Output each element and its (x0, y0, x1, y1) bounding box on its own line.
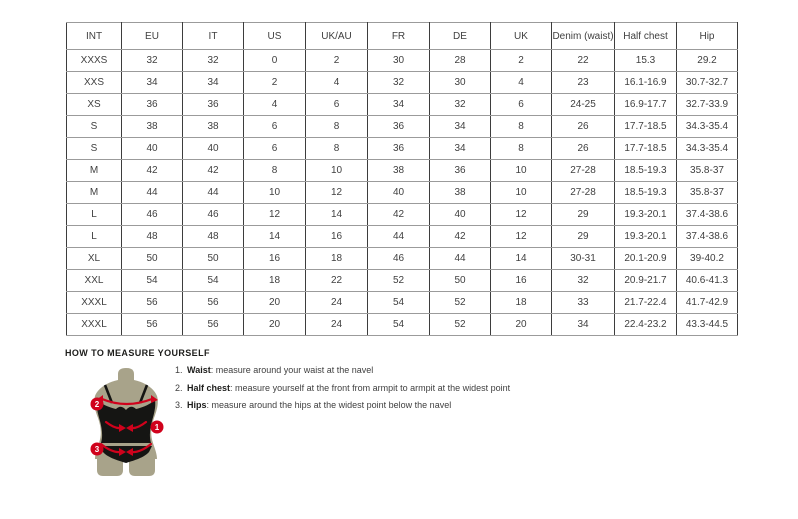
table-cell: 22 (552, 50, 615, 72)
table-cell: 18.5-19.3 (615, 160, 677, 182)
column-header: DE (430, 23, 491, 50)
table-cell: 10 (491, 160, 552, 182)
column-header: Denim (waist) (552, 23, 615, 50)
table-cell: 16 (244, 248, 306, 270)
table-cell: 52 (368, 270, 430, 292)
measure-steps-list (175, 366, 510, 419)
table-cell: 8 (491, 138, 552, 160)
table-cell: 34 (183, 72, 244, 94)
table-cell: 56 (183, 314, 244, 336)
table-cell: 18 (306, 248, 368, 270)
table-cell: 46 (183, 204, 244, 226)
table-cell: 16 (491, 270, 552, 292)
table-cell: XXS (67, 72, 122, 94)
table-cell: XXXS (67, 50, 122, 72)
table-cell: XXL (67, 270, 122, 292)
table-cell: 12 (491, 204, 552, 226)
table-cell: 34 (430, 138, 491, 160)
table-cell: 23 (552, 72, 615, 94)
table-cell: 38 (368, 160, 430, 182)
table-cell: 40 (122, 138, 183, 160)
column-header: FR (368, 23, 430, 50)
table-cell: 50 (122, 248, 183, 270)
table-cell: 28 (430, 50, 491, 72)
table-cell: S (67, 116, 122, 138)
table-cell: 48 (183, 226, 244, 248)
table-cell: 6 (244, 116, 306, 138)
table-cell: 43.3-44.5 (677, 314, 738, 336)
table-cell: 33 (552, 292, 615, 314)
column-header: Hip (677, 23, 738, 50)
table-cell: 38 (183, 116, 244, 138)
svg-text:1: 1 (154, 423, 160, 432)
table-cell: 50 (430, 270, 491, 292)
table-cell: 36 (368, 138, 430, 160)
table-cell: 40 (368, 182, 430, 204)
table-cell: 14 (491, 248, 552, 270)
table-cell: 12 (306, 182, 368, 204)
table-cell: 8 (306, 138, 368, 160)
table-cell: 21.7-22.4 (615, 292, 677, 314)
table-cell: 30.7-32.7 (677, 72, 738, 94)
column-header: UK/AU (306, 23, 368, 50)
table-cell: 10 (306, 160, 368, 182)
table-cell: 20 (244, 314, 306, 336)
table-row (67, 160, 738, 182)
table-cell: 14 (244, 226, 306, 248)
table-cell: 24 (306, 292, 368, 314)
table-cell: 40 (183, 138, 244, 160)
step-label: Waist (187, 365, 211, 375)
table-cell: 20 (491, 314, 552, 336)
table-cell: 4 (244, 94, 306, 116)
table-cell: 34 (368, 94, 430, 116)
table-cell: 44 (183, 182, 244, 204)
table-cell: 32 (552, 270, 615, 292)
table-cell: 2 (306, 50, 368, 72)
table-cell: 35.8-37 (677, 160, 738, 182)
table-cell: 18 (491, 292, 552, 314)
table-row (67, 270, 738, 292)
measure-section-title: HOW TO MEASURE YOURSELF (65, 348, 210, 358)
table-cell: 46 (368, 248, 430, 270)
table-cell: 0 (244, 50, 306, 72)
step-number: 3. (175, 400, 183, 410)
table-cell: XS (67, 94, 122, 116)
table-cell: 27-28 (552, 160, 615, 182)
table-cell: 30 (368, 50, 430, 72)
table-cell: 38 (430, 182, 491, 204)
table-cell: XL (67, 248, 122, 270)
table-cell: L (67, 204, 122, 226)
table-cell: 54 (368, 292, 430, 314)
table-cell: 26 (552, 138, 615, 160)
step-text: : measure yourself at the front from armpit to armpit at the widest point (230, 382, 511, 393)
table-cell: 22.4-23.2 (615, 314, 677, 336)
table-cell: 17.7-18.5 (615, 138, 677, 160)
table-cell: 8 (306, 116, 368, 138)
table-cell: 50 (183, 248, 244, 270)
table-cell: XXXL (67, 292, 122, 314)
step-text: : measure around your waist at the navel (210, 365, 374, 375)
table-cell: 24 (306, 314, 368, 336)
table-cell: 34.3-35.4 (677, 116, 738, 138)
table-cell: 4 (306, 72, 368, 94)
table-cell: 32 (368, 72, 430, 94)
column-header: IT (183, 23, 244, 50)
table-cell: 48 (122, 226, 183, 248)
column-header: EU (122, 23, 183, 50)
table-cell: 29 (552, 204, 615, 226)
table-cell: 36 (430, 160, 491, 182)
table-cell: 29 (552, 226, 615, 248)
table-cell: 44 (430, 248, 491, 270)
step-number: 2. (175, 382, 183, 393)
table-cell: 19.3-20.1 (615, 204, 677, 226)
table-row (67, 204, 738, 226)
table-cell: 54 (122, 270, 183, 292)
table-cell: 52 (430, 292, 491, 314)
table-row (67, 314, 738, 336)
table-row (67, 292, 738, 314)
table-cell: 34 (552, 314, 615, 336)
table-cell: 12 (491, 226, 552, 248)
table-row (67, 226, 738, 248)
table-cell: 30 (430, 72, 491, 94)
table-cell: 39-40.2 (677, 248, 738, 270)
table-cell: 16 (306, 226, 368, 248)
table-cell: 42 (122, 160, 183, 182)
table-cell: L (67, 226, 122, 248)
table-cell: 15.3 (615, 50, 677, 72)
table-cell: 40.6-41.3 (677, 270, 738, 292)
step-label: Half chest (187, 382, 231, 393)
table-cell: 6 (244, 138, 306, 160)
table-cell: XXXL (67, 314, 122, 336)
table-cell: 19.3-20.1 (615, 226, 677, 248)
table-cell: 27-28 (552, 182, 615, 204)
svg-text:3: 3 (94, 445, 100, 454)
table-cell: 8 (491, 116, 552, 138)
table-cell: 37.4-38.6 (677, 204, 738, 226)
size-chart-section (66, 22, 737, 336)
table-cell: 38 (122, 116, 183, 138)
table-cell: 20.1-20.9 (615, 248, 677, 270)
step-text: : measure around the hips at the widest point below the navel (206, 400, 452, 410)
table-cell: 8 (244, 160, 306, 182)
table-cell: 6 (306, 94, 368, 116)
table-cell: 14 (306, 204, 368, 226)
measure-step-hips (175, 401, 510, 410)
table-cell: 10 (491, 182, 552, 204)
table-cell: 29.2 (677, 50, 738, 72)
table-cell: 18.5-19.3 (615, 182, 677, 204)
table-row (67, 116, 738, 138)
svg-text:2: 2 (94, 400, 100, 409)
table-cell: 54 (183, 270, 244, 292)
table-cell: 30-31 (552, 248, 615, 270)
table-cell: 44 (122, 182, 183, 204)
table-cell: 56 (122, 314, 183, 336)
table-cell: 32 (122, 50, 183, 72)
table-cell: 34 (122, 72, 183, 94)
table-cell: 34.3-35.4 (677, 138, 738, 160)
table-cell: 41.7-42.9 (677, 292, 738, 314)
table-cell: 4 (491, 72, 552, 94)
table-cell: 2 (244, 72, 306, 94)
table-cell: 56 (183, 292, 244, 314)
measure-step-waist (175, 366, 510, 375)
table-cell: 56 (122, 292, 183, 314)
table-cell: 32 (430, 94, 491, 116)
table-cell: 40 (430, 204, 491, 226)
table-cell: 2 (491, 50, 552, 72)
table-row (67, 50, 738, 72)
table-header-row (67, 23, 738, 50)
table-cell: 52 (430, 314, 491, 336)
table-cell: 10 (244, 182, 306, 204)
table-cell: 54 (368, 314, 430, 336)
table-cell: 36 (122, 94, 183, 116)
table-cell: 44 (368, 226, 430, 248)
table-cell: 12 (244, 204, 306, 226)
step-label: Hips (187, 400, 207, 410)
table-cell: 42 (430, 226, 491, 248)
table-cell: 46 (122, 204, 183, 226)
column-header: UK (491, 23, 552, 50)
step-number: 1. (175, 365, 183, 375)
table-cell: 16.9-17.7 (615, 94, 677, 116)
table-row (67, 182, 738, 204)
table-row (67, 138, 738, 160)
table-cell: 26 (552, 116, 615, 138)
measure-step-half-chest (175, 384, 510, 393)
table-cell: 35.8-37 (677, 182, 738, 204)
table-cell: 42 (183, 160, 244, 182)
column-header: Half chest (615, 23, 677, 50)
size-chart-table (66, 22, 738, 336)
table-row (67, 248, 738, 270)
table-cell: 18 (244, 270, 306, 292)
table-cell: 22 (306, 270, 368, 292)
table-cell: 32.7-33.9 (677, 94, 738, 116)
table-cell: 32 (183, 50, 244, 72)
table-cell: 6 (491, 94, 552, 116)
column-header: US (244, 23, 306, 50)
marker-2-badge (91, 398, 104, 411)
table-cell: 24-25 (552, 94, 615, 116)
table-cell: 34 (430, 116, 491, 138)
table-row (67, 72, 738, 94)
marker-3-badge (91, 443, 104, 456)
table-cell: 36 (368, 116, 430, 138)
table-cell: 16.1-16.9 (615, 72, 677, 94)
table-cell: 37.4-38.6 (677, 226, 738, 248)
table-cell: 17.7-18.5 (615, 116, 677, 138)
table-cell: M (67, 160, 122, 182)
table-cell: 42 (368, 204, 430, 226)
table-row (67, 94, 738, 116)
table-cell: 20 (244, 292, 306, 314)
table-cell: M (67, 182, 122, 204)
table-cell: 20.9-21.7 (615, 270, 677, 292)
table-cell: 36 (183, 94, 244, 116)
marker-1-badge (151, 421, 164, 434)
table-cell: S (67, 138, 122, 160)
column-header: INT (67, 23, 122, 50)
